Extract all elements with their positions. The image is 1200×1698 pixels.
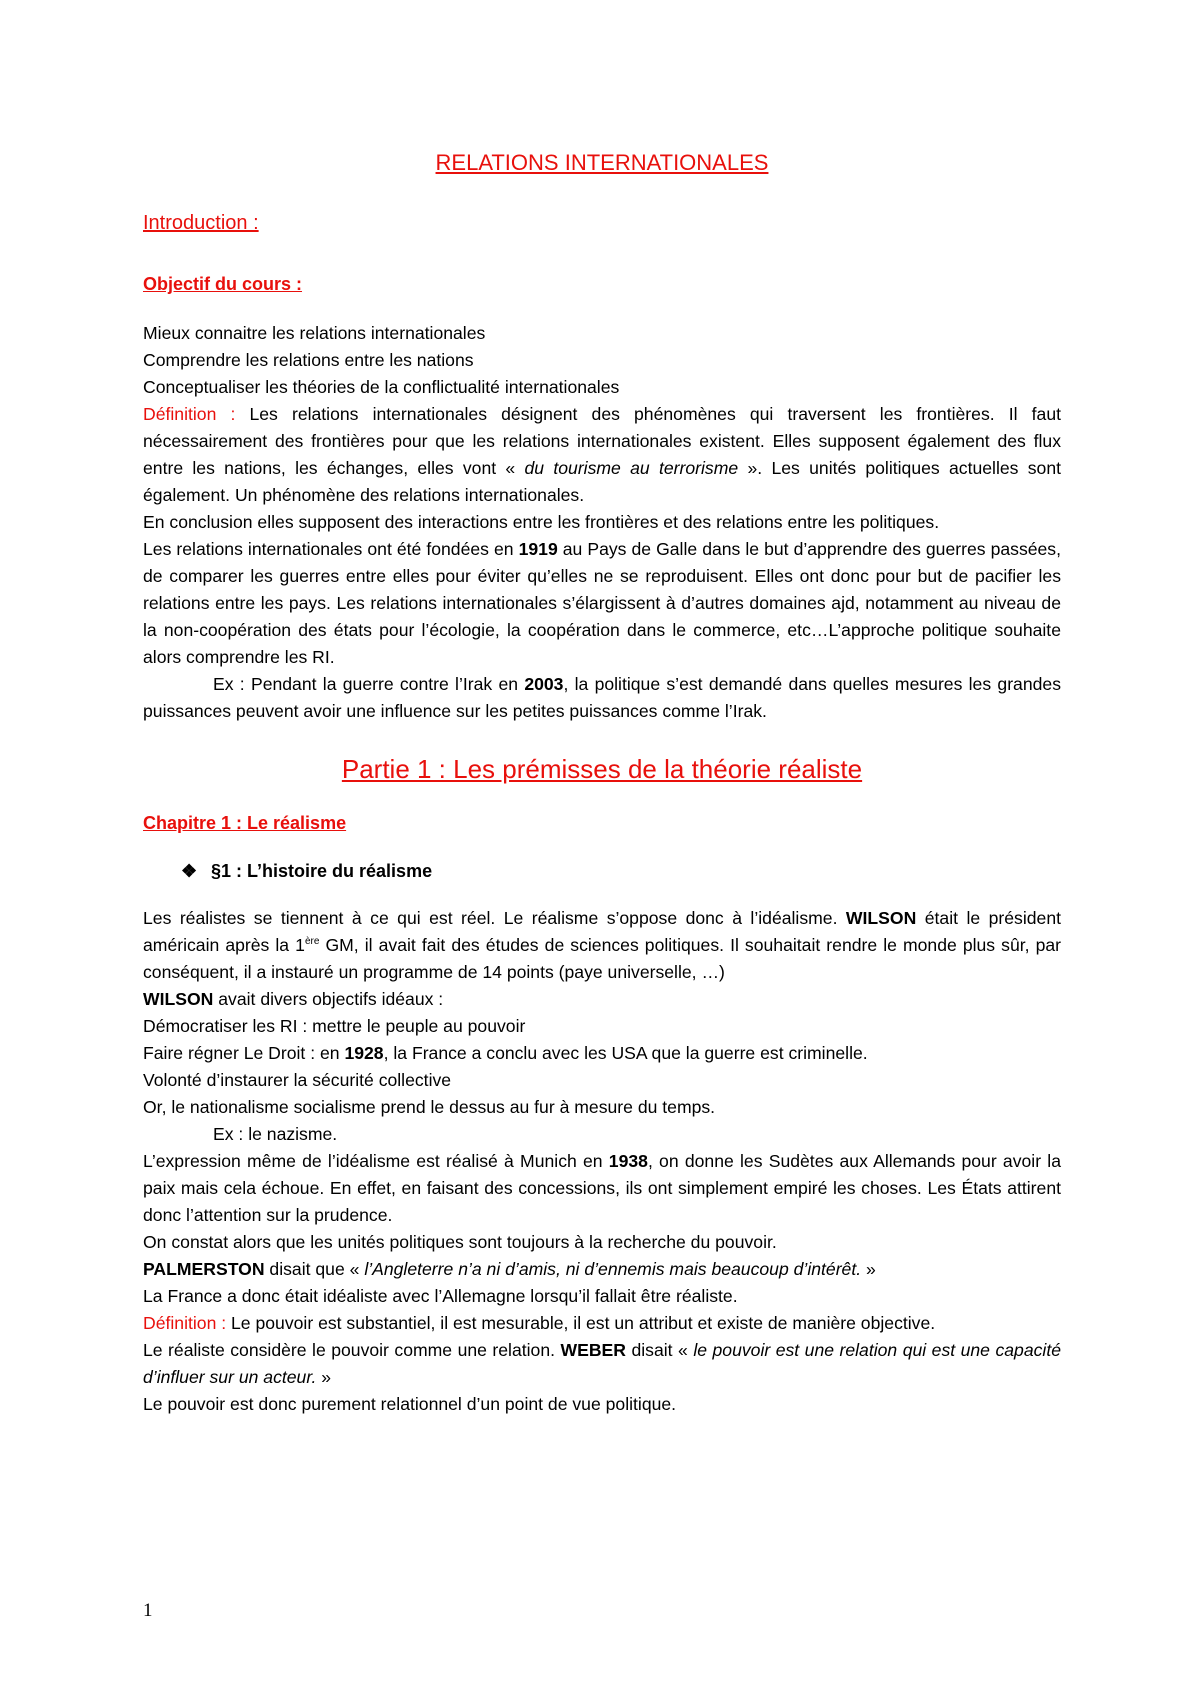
objective-item: Conceptualiser les théories de la conflictualité internationales xyxy=(143,377,620,397)
definition-quote: du tourisme au terrorisme xyxy=(524,458,739,478)
munich-text: L’expression même de l’idéalisme est réalisé à Munich en xyxy=(143,1151,609,1171)
realistes-text-end: GM, il avait fait des études de sciences politiques. Il souhaitait rendre le monde plus sûr, par conséquent, il a instauré un programme de 14 points (paye universelle, …) xyxy=(143,935,1062,982)
droit-text: Faire régner Le Droit : en xyxy=(143,1043,345,1063)
history-text: Les relations internationales ont été fondées en xyxy=(143,539,519,559)
section-1-label: §1 : L’histoire du réalisme xyxy=(211,861,433,881)
page-content xyxy=(143,148,1061,1418)
introduction-heading: Introduction : xyxy=(143,212,259,234)
weber-text-mid: disait « xyxy=(626,1340,694,1360)
constat-line: On constat alors que les unités politiques sont toujours à la recherche du pouvoir. xyxy=(143,1232,777,1252)
droit-line xyxy=(143,1040,1061,1067)
palmerston-quote-close: » xyxy=(861,1259,876,1279)
definition-text: Les relations internationales désignent des phénomènes qui traversent les frontières. Il faut nécessairement des frontières pour que les relations internationales existent. Elles supposent également des flux entre les nations, les échanges, elles vont « xyxy=(143,404,1061,478)
wilson-name: WILSON xyxy=(143,989,214,1009)
definition-2-paragraph xyxy=(143,1310,1061,1337)
weber-paragraph xyxy=(143,1337,1061,1391)
definition-paragraph xyxy=(143,401,1061,509)
weber-name: WEBER xyxy=(560,1340,626,1360)
nationalisme-line: Or, le nationalisme socialisme prend le dessus au fur à mesure du temps. xyxy=(143,1097,716,1117)
section-1-heading xyxy=(181,857,1061,885)
example-irak-paragraph xyxy=(143,671,1061,725)
palmerston-text: disait que « xyxy=(264,1259,365,1279)
part-1-heading: Partie 1 : Les prémisses de la théorie réaliste xyxy=(341,754,863,784)
year-1938: 1938 xyxy=(608,1151,648,1171)
weber-quote-close: » xyxy=(316,1367,332,1387)
munich-text-end: , on donne les Sudètes aux Allemands pour avoir la paix mais cela échoue. En effet, en faisant des concessions, ils ont simplement empiré les choses. Les États attirent donc l’attention sur la prudence. xyxy=(143,1151,1061,1225)
realistes-text: Les réalistes se tiennent à ce qui est réel. Le réalisme s’oppose donc à l’idéalisme. xyxy=(143,908,846,928)
example-irak-text-end: , la politique s’est demandé dans quelles mesures les grandes puissances peuvent avoir une influence sur les petites puissances comme l’Irak. xyxy=(143,674,1061,721)
definition-label: Définition : xyxy=(143,404,236,424)
wilson-name: WILSON xyxy=(845,908,917,928)
page-number: 1 xyxy=(143,1600,153,1621)
history-text-end: au Pays de Galle dans le but d’apprendre des guerres passées, de comparer les guerres entre elles pour éviter qu’elles ne se reproduisent. Elles ont donc pour but de pacifier les relations entre les pays. Les relations internationales s’élargissent à d’autres domaines ajd, notamment au niveau de la non-coopération des états pour l’écologie, la coopération dans le commerce, etc…L’approche politique souhaite alors comprendre les RI. xyxy=(143,539,1061,667)
year-2003: 2003 xyxy=(524,674,564,694)
wilson-objectives-line xyxy=(143,986,1061,1013)
diamond-bullet-icon: ❖ xyxy=(181,861,198,881)
palmerston-name: PALMERSTON xyxy=(143,1259,265,1279)
year-1928: 1928 xyxy=(344,1043,384,1063)
conclusion-paragraph: En conclusion elles supposent des interactions entre les frontières et des relations entre les politiques. xyxy=(143,512,940,532)
palmerston-quote: l’Angleterre n’a ni d’amis, ni d’ennemis mais beaucoup d’intérêt. xyxy=(364,1259,862,1279)
definition-label: Définition : xyxy=(143,1313,227,1333)
objective-item: Mieux connaitre les relations internationales xyxy=(143,323,486,343)
weber-quote: le pouvoir est une relation qui est une capacité d’influer sur un acteur. xyxy=(143,1340,1061,1387)
weber-text: Le réaliste considère le pouvoir comme une relation. xyxy=(143,1340,561,1360)
year-1919: 1919 xyxy=(518,539,558,559)
definition-text-end: ». Les unités politiques actuelles sont également. Un phénomène des relations internationales. xyxy=(143,458,1061,505)
chapter-1-heading: Chapitre 1 : Le réalisme xyxy=(143,813,347,833)
definition-2-text: Le pouvoir est substantiel, il est mesurable, il est un attribut et existe de manière objective. xyxy=(226,1313,936,1333)
superscript-ere: ère xyxy=(304,936,320,948)
palmerston-line xyxy=(143,1256,1061,1283)
france-line: La France a donc était idéaliste avec l’Allemagne lorsqu’il fallait être réaliste. xyxy=(143,1286,738,1306)
document-title: RELATIONS INTERNATIONALES xyxy=(435,150,769,175)
wilson-objectives-text: avait divers objectifs idéaux : xyxy=(213,989,444,1009)
munich-paragraph xyxy=(143,1148,1061,1229)
wilson-objective-item: Démocratiser les RI : mettre le peuple au pouvoir xyxy=(143,1016,526,1036)
securite-line: Volonté d’instaurer la sécurité collective xyxy=(143,1070,452,1090)
objectif-heading: Objectif du cours : xyxy=(143,274,303,294)
objective-item: Comprendre les relations entre les nations xyxy=(143,350,474,370)
droit-text-end: , la France a conclu avec les USA que la guerre est criminelle. xyxy=(383,1043,868,1063)
relationnel-line: Le pouvoir est donc purement relationnel d’un point de vue politique. xyxy=(143,1394,677,1414)
realistes-text-mid: était le président américain après la 1 xyxy=(143,908,1061,955)
example-irak-text: Ex : Pendant la guerre contre l’Irak en xyxy=(213,674,525,694)
example-nazisme-line: Ex : le nazisme. xyxy=(213,1124,338,1144)
history-paragraph xyxy=(143,536,1061,671)
realistes-paragraph xyxy=(143,905,1061,986)
